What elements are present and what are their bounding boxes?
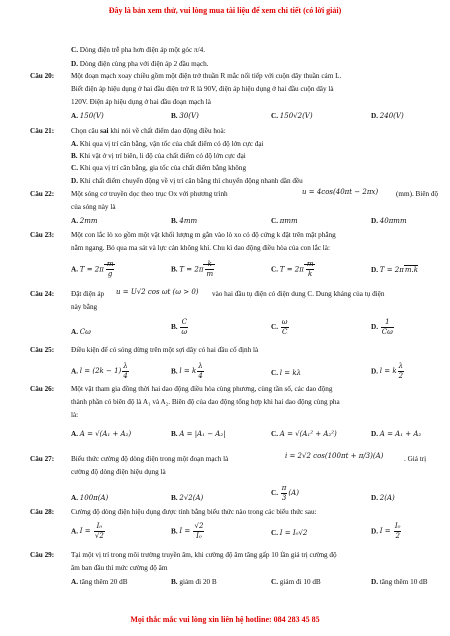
q25-text: Điều kiện để có sóng dừng trên một sợi dây có hai đầu cố định là (71, 346, 259, 354)
q21-text: Chọn câu sai khi nói về chất điểm dao động điều hoà: (71, 127, 226, 135)
q27-equation: i = 2√2 cos(100πt + π/3)(A) (285, 452, 384, 460)
q28-option-c: C. I = I₀√2 (271, 529, 308, 537)
q24-option-a: A. Cω (71, 328, 91, 336)
q28-text: Cường độ dòng điện hiệu dụng được tính bằng biểu thức nào trong các biểu thức sau: (71, 508, 317, 516)
q22-unit: (mm). Biên độ (396, 190, 439, 198)
q25-option-c: C. l = kλ (271, 369, 302, 377)
q23-text-2: nằm ngang. Bỏ qua ma sát và lực cản không khí. Chu kì dao động điều hòa của con lắc là: (71, 244, 330, 252)
q26-option-a: A. A = √(A₁ + A₂) (71, 430, 132, 438)
q26-option-d: D. A = A₁ + A₂ (371, 430, 422, 438)
q24-option-d: D. $\frac{1}{C\omega}$ (371, 318, 393, 336)
q22-option-d: D. 40πmm (371, 217, 407, 225)
q21-option-b: B. Khi vật ở vị trí biên, li độ của chất điểm có độ lớn cực đại (71, 152, 246, 160)
q20-option-b: B. 30(V) (171, 112, 199, 120)
q23-text-1: Một con lắc lò xo gồm một vật khối lượng m gắn vào lò xo có độ cứng k đặt trên mặt phẳng (71, 231, 336, 239)
q22-text-1: Một sóng cơ truyền dọc theo trục Ox với phương trình (71, 190, 228, 198)
q27-option-d: D. 2(A) (371, 494, 395, 502)
q20-option-d: D. 240(V) (371, 112, 404, 120)
q22-equation: u = 4cos(40πt − 2πx) (302, 188, 379, 196)
q24-number: Câu 24: (30, 290, 55, 298)
q22-number: Câu 22: (30, 190, 55, 198)
q23-option-d: D. T = 2πm.k (371, 266, 418, 274)
q25-option-d: D. l = k $\frac{\lambda}{2}$ (371, 362, 404, 380)
q28-number: Câu 28: (30, 508, 55, 516)
q21-option-a: A. Khi qua vị trí cân bằng, vận tốc của chất điểm có độ lớn cực đại (71, 140, 264, 148)
q26-text-2: thành phần có biên độ là A₁ và A₂. Biên độ của dao động tổng hợp khi hai dao động cùng pha (71, 398, 340, 406)
q20-text-2: Biết điện áp hiệu dụng ở hai đầu điện trở R là 90V, điện áp hiệu dụng ở hai đầu cuộn dây là (71, 85, 334, 93)
q19-option-d: D. Dòng điện cùng pha với điện áp 2 đầu mạch. (71, 60, 209, 68)
q22-option-a: A. 2mm (71, 217, 98, 225)
q29-text-1: Tại một vị trí trong môi trường truyền âm, khi cường độ âm tăng gấp 10 lần giá trị cường độ (71, 551, 337, 559)
q29-option-a: A. tăng thêm 20 dB (71, 578, 128, 586)
q29-number: Câu 29: (30, 551, 55, 559)
q22-text-2: của sóng này là (71, 203, 116, 211)
q20-text-1: Một đoạn mạch xoay chiều gồm một điện trở thuần R mắc nối tiếp với cuộn dây thuần cảm L. (71, 72, 342, 80)
q27-number: Câu 27: (30, 455, 55, 463)
q27-text-1: Biểu thức cường độ dòng điện trong một đoạn mạch là (71, 455, 229, 463)
q26-option-c: C. A = √(A₁² + A₂²) (271, 430, 337, 438)
q24-text-2: vào hai đầu tụ điện có điện dung C. Dung kháng của tụ điện (212, 290, 385, 298)
q22-option-c: C. πmm (271, 217, 298, 225)
q20-option-c: C. 150√2(V) (271, 112, 313, 120)
q25-option-b: B. l = k $\frac{\lambda}{4}$ (171, 362, 203, 380)
q23-number: Câu 23: (30, 231, 55, 239)
q22-option-b: B. 4mm (171, 217, 198, 225)
q20-option-a: A. 150(V) (71, 112, 104, 120)
q26-text-3: là: (71, 411, 79, 419)
q29-option-b: B. giảm đi 20 B (171, 578, 217, 586)
q24-option-b: B. $\frac{C}{\omega}$ (171, 318, 188, 336)
q29-option-c: C. giảm đi 10 dB (271, 578, 321, 586)
q27-option-b: B. 2√2(A) (171, 494, 204, 502)
q24-text-3: này bằng (71, 303, 98, 311)
q26-text-1: Một vật tham gia đồng thời hai dao động điều hòa cùng phương, cùng tần số, các dao động (71, 385, 333, 393)
q28-option-a: A. I = $\frac{\text{I₀}}{√2}$ (71, 522, 104, 540)
q23-option-c: C. T = 2π $\frac{m}{k}$ (271, 260, 314, 278)
q25-number: Câu 25: (30, 346, 55, 354)
q24-equation: u = U√2 cos ωt (ω > 0) (116, 288, 199, 296)
q27-option-c: C. $\frac{\pi}{3}$ (A) (271, 484, 299, 502)
q20-number: Câu 20: (30, 72, 55, 80)
hotline-notice: Mọi thắc mắc vui lòng xin liên hệ hotline: 084 283 45 85 (130, 615, 320, 624)
q27-text-2: cường độ dòng điện hiệu dụng là (71, 468, 166, 476)
q20-text-3: 120V. Điện áp hiệu dụng ở hai đầu đoạn mạch là (71, 98, 211, 106)
q28-option-d: D. I = $\frac{\text{I₀}}{2}$ (371, 522, 401, 540)
q28-option-b: B. I = $\frac{√2}{\text{I₀}}$ (171, 522, 204, 540)
q26-number: Câu 26: (30, 385, 55, 393)
q19-option-c: C. Dòng điện trễ pha hơn điện áp một góc π/4. (71, 46, 205, 54)
q23-option-b: B. T = 2π $\frac{k}{m}$ (171, 260, 214, 278)
q29-text-2: âm ban đầu thì mức cường độ âm (71, 564, 168, 572)
q21-option-c: C. Khi qua vị trí cân bằng, gia tốc của chất điểm bằng không (71, 164, 247, 172)
q26-option-b: B. A = |A₁ − A₂| (171, 430, 226, 438)
q24-text-1: Đặt điện áp (71, 290, 105, 298)
q24-option-c: C. $\frac{\omega}{C}$ (271, 318, 288, 336)
q29-option-d: D. tăng thêm 10 dB (371, 578, 428, 586)
q23-option-a: A. T = 2π $\frac{m}{g}$ (71, 260, 114, 278)
q21-number: Câu 21: (30, 127, 55, 135)
q21-option-d: D. Khi chất điểm chuyển động về vị trí cân bằng thì chuyển động nhanh dần đều (71, 177, 303, 185)
q27-option-a: A. 100π(A) (71, 494, 109, 502)
preview-notice: Đây là bản xem thử, vui lòng mua tài liệu để xem chi tiết (có lời giải) (108, 6, 342, 15)
q25-option-a: A. l = (2k − 1) $\frac{\lambda}{4}$ (71, 362, 128, 380)
q27-text-1b: . Giá trị (404, 455, 427, 463)
